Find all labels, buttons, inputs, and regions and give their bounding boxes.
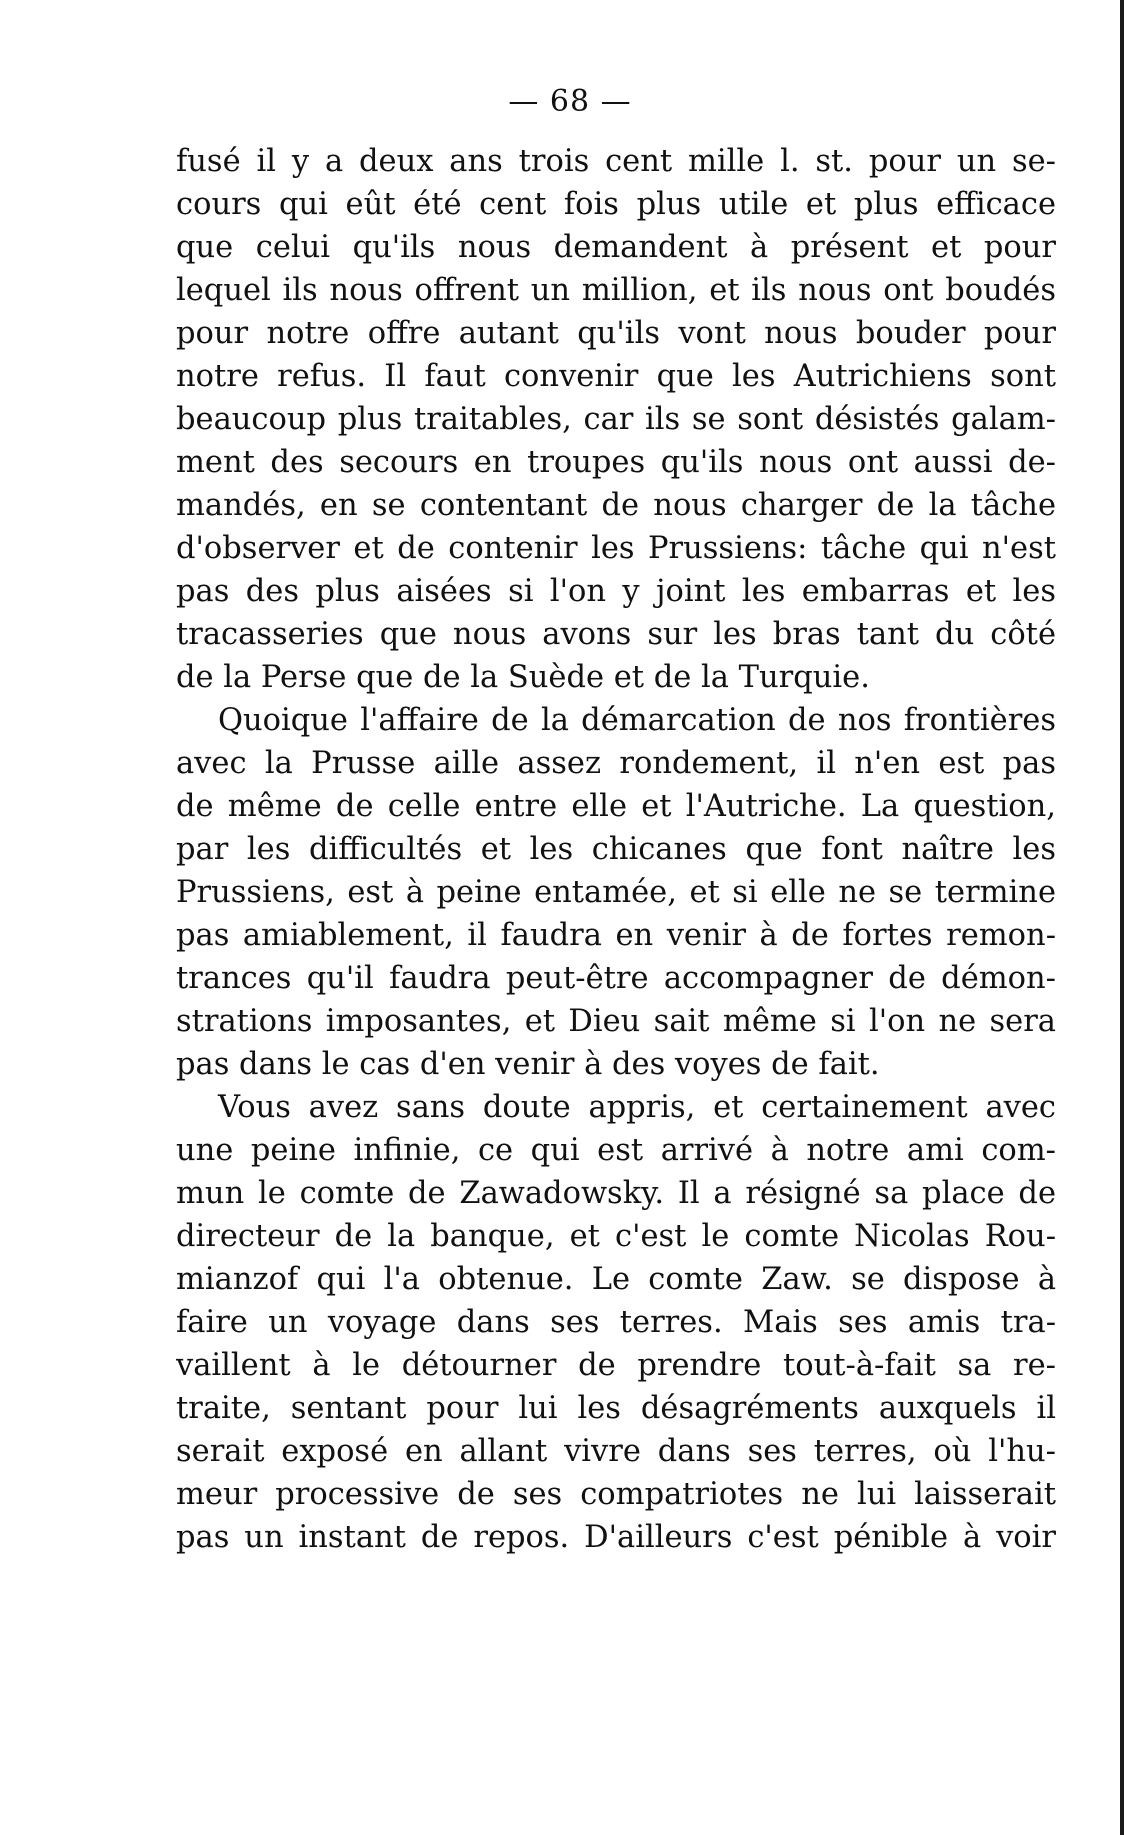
- text-line: mianzof qui l'a obtenue. Le comte Zaw. se dispose à: [176, 1262, 1056, 1297]
- text-line: pour notre offre autant qu'ils vont nous bouder pour: [176, 316, 1056, 351]
- paragraph-3: [176, 1086, 1056, 1559]
- body-text: [176, 140, 1056, 1559]
- text-line: avec la Prusse aille assez rondement, il n'en est pas: [176, 746, 1056, 781]
- page-number: — 68 —: [508, 84, 632, 119]
- text-line: fusé il y a deux ans trois cent mille l. st. pour un se-: [176, 144, 1056, 179]
- text-line: serait exposé en allant vivre dans ses terres, où l'hu-: [176, 1434, 1056, 1469]
- paragraph-2: [176, 699, 1056, 1086]
- text-line: pas des plus aisées si l'on y joint les embarras et les: [176, 574, 1056, 609]
- text-line: par les difficultés et les chicanes que font naître les: [176, 832, 1056, 867]
- text-line: mun le comte de Zawadowsky. Il a résigné sa place de: [176, 1176, 1056, 1211]
- text-line: vaillent à le détourner de prendre tout-à-fait sa re-: [176, 1348, 1056, 1383]
- text-line: Prussiens, est à peine entamée, et si elle ne se termine: [176, 875, 1056, 910]
- text-line: pas amiablement, il faudra en venir à de fortes remon-: [176, 918, 1056, 953]
- text-line: tracasseries que nous avons sur les bras tant du côté: [176, 617, 1056, 652]
- text-line: traite, sentant pour lui les désagréments auxquels il: [176, 1391, 1056, 1426]
- text-line: ment des secours en troupes qu'ils nous ont aussi de-: [176, 445, 1056, 480]
- text-line: Vous avez sans doute appris, et certainement avec: [218, 1090, 1056, 1125]
- text-line: d'observer et de contenir les Prussiens: tâche qui n'est: [176, 531, 1056, 566]
- text-line: que celui qu'ils nous demandent à présent et pour: [176, 230, 1056, 265]
- text-line: beaucoup plus traitables, car ils se sont désistés galam-: [176, 402, 1056, 437]
- text-line: strations imposantes, et Dieu sait même si l'on ne sera: [176, 1004, 1056, 1039]
- text-line: meur processive de ses compatriotes ne lui laisserait: [176, 1477, 1056, 1512]
- text-line: pas dans le cas d'en venir à des voyes de fait.: [176, 1047, 880, 1082]
- text-line: de la Perse que de la Suède et de la Turquie.: [176, 660, 870, 695]
- text-line: mandés, en se contentant de nous charger de la tâche: [176, 488, 1056, 523]
- text-line: notre refus. Il faut convenir que les Autrichiens sont: [176, 359, 1056, 394]
- text-line: pas un instant de repos. D'ailleurs c'est pénible à voir: [176, 1520, 1056, 1555]
- text-line: directeur de la banque, et c'est le comte Nicolas Rou-: [176, 1219, 1056, 1254]
- text-line: lequel ils nous offrent un million, et ils nous ont boudés: [176, 273, 1056, 308]
- text-line: une peine infinie, ce qui est arrivé à notre ami com-: [176, 1133, 1056, 1168]
- text-line: trances qu'il faudra peut-être accompagner de démon-: [176, 961, 1056, 996]
- text-line: cours qui eût été cent fois plus utile et plus efficace: [176, 187, 1056, 222]
- text-line: Quoique l'affaire de la démarcation de nos frontières: [218, 703, 1056, 738]
- paragraph-1: [176, 140, 1056, 699]
- text-line: faire un voyage dans ses terres. Mais ses amis tra-: [176, 1305, 1056, 1340]
- text-line: de même de celle entre elle et l'Autriche. La question,: [176, 789, 1056, 824]
- page-edge-shadow: [1120, 0, 1124, 1835]
